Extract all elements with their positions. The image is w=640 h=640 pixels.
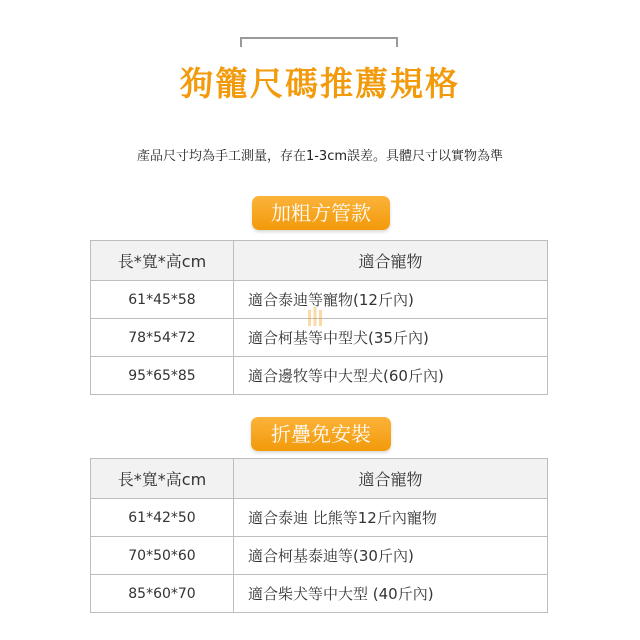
column-header-pet: 適合寵物 — [234, 459, 548, 499]
size-cell: 61*42*50 — [91, 499, 234, 537]
pet-cell: 適合柯基等中型犬(35斤內) — [234, 319, 548, 357]
pet-cell: 適合邊牧等中大型犬(60斤內) — [234, 357, 548, 395]
measurement-note: 產品尺寸均為手工測量，存在1-3cm誤差。具體尺寸以實物為準 — [136, 149, 504, 164]
page-title — [0, 58, 640, 105]
table-row — [91, 575, 548, 613]
size-table-foldable — [90, 458, 548, 613]
pet-cell: 適合泰迪等寵物(12斤內) — [234, 281, 548, 319]
page-title-text: 狗籠尺碼推薦規格 — [174, 64, 466, 103]
column-header-size: 長*寬*高cm — [91, 459, 234, 499]
pet-cell: 適合柴犬等中大型 (40斤內) — [234, 575, 548, 613]
size-cell: 61*45*58 — [91, 281, 234, 319]
section-badge-foldable: 折疊免安裝 — [251, 417, 391, 451]
pet-cell: 適合柯基泰迪等(30斤內) — [234, 537, 548, 575]
size-cell: 70*50*60 — [91, 537, 234, 575]
size-cell: 85*60*70 — [91, 575, 234, 613]
table-row — [91, 357, 548, 395]
size-cell: 78*54*72 — [91, 319, 234, 357]
watermark-logo-icon — [302, 304, 328, 330]
table-row — [91, 499, 548, 537]
table-header-row — [91, 459, 548, 499]
table-row — [91, 537, 548, 575]
size-cell: 95*65*85 — [91, 357, 234, 395]
table-header-row — [91, 241, 548, 281]
column-header-size: 長*寬*高cm — [91, 241, 234, 281]
section-badge-square-tube: 加粗方管款 — [252, 196, 390, 230]
column-header-pet: 適合寵物 — [234, 241, 548, 281]
pet-cell: 適合泰迪 比熊等12斤內寵物 — [234, 499, 548, 537]
